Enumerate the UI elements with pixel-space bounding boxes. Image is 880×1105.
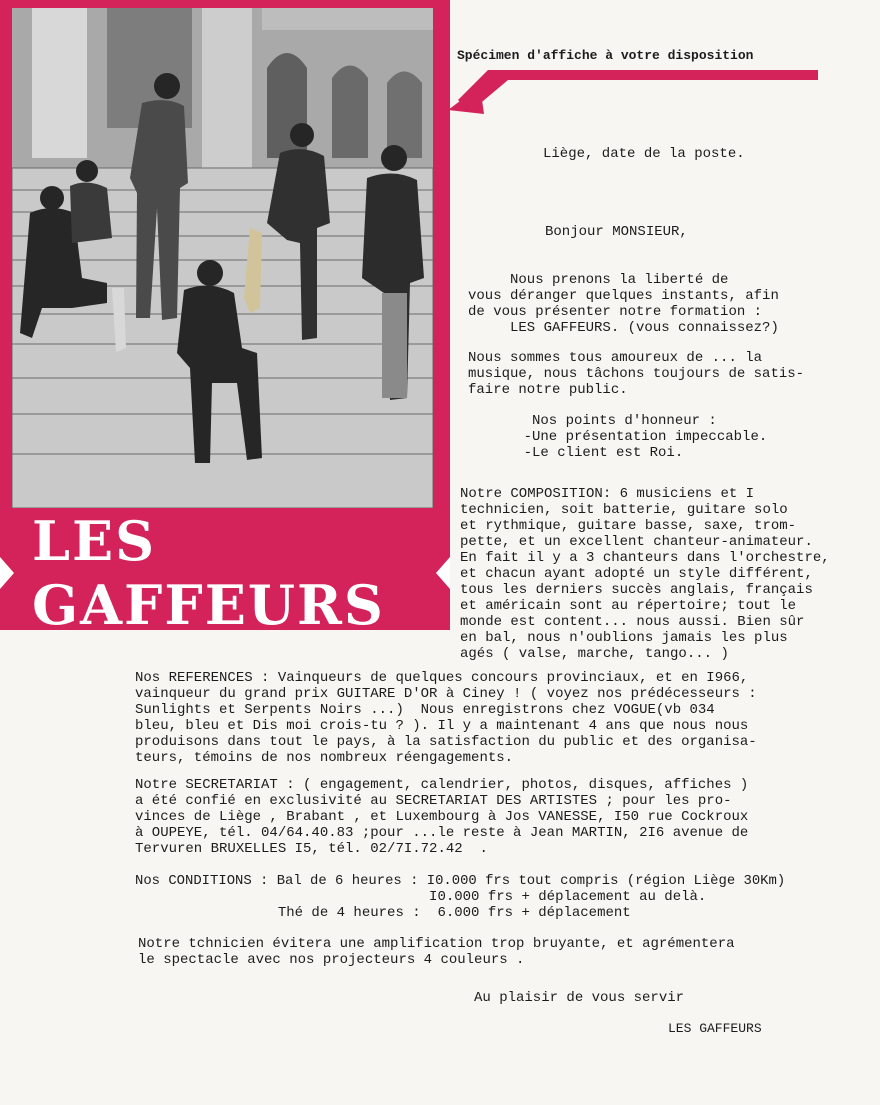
closing-line: Au plaisir de vous servir	[474, 990, 685, 1006]
composition-line: Notre COMPOSITION: 6 musiciens et I	[460, 486, 755, 502]
letter-greeting: Bonjour MONSIEUR,	[545, 224, 688, 240]
composition-line: en bal, nous n'oublions jamais les plus	[460, 630, 788, 646]
references-line: Nos REFERENCES : Vainqueurs de quelques concours provinciaux, et en I966,	[135, 670, 749, 686]
band-name: LES GAFFEURS	[32, 509, 385, 637]
secretariat-line: Tervuren BRUXELLES I5, tél. 02/7I.72.42 .	[135, 841, 488, 857]
honneur-line: Nos points d'honneur :	[490, 413, 717, 429]
composition-line: et américain sont au répertoire; tout le	[460, 598, 797, 614]
triangle-left-icon	[436, 557, 450, 589]
references-line: teurs, témoins de nos nombreux réengagements.	[135, 750, 514, 766]
band-photo	[12, 8, 433, 508]
music-line: Nous sommes tous amoureux de ... la	[468, 350, 763, 366]
band-photo-image	[12, 8, 433, 508]
band-title-banner	[0, 509, 450, 637]
references-line: Sunlights et Serpents Noirs ...) Nous enregistrons chez VOGUE(vb 034	[135, 702, 715, 718]
music-line: faire notre public.	[468, 382, 628, 398]
composition-line: tous les derniers succès anglais, français	[460, 582, 813, 598]
honneur-line: -Le client est Roi.	[490, 445, 684, 461]
composition-line: et chacun ayant adopté un style différent,	[460, 566, 813, 582]
composition-line: monde est content... nous aussi. Bien sûr	[460, 614, 805, 630]
specimen-callout: Spécimen d'affiche à votre disposition	[457, 48, 754, 63]
triangle-right-icon	[0, 557, 14, 589]
composition-line: et rythmique, guitare basse, saxe, trom-	[460, 518, 797, 534]
composition-line: pette, et un excellent chanteur-animateur.	[460, 534, 813, 550]
secretariat-line: à OUPEYE, tél. 04/64.40.83 ;pour ...le reste à Jean MARTIN, 2I6 avenue de	[135, 825, 749, 841]
technicien-line: le spectacle avec nos projecteurs 4 couleurs .	[138, 952, 525, 968]
references-line: produisons dans tout le pays, à la satisfaction du public et des organisa-	[135, 734, 757, 750]
composition-line: technicien, soit batterie, guitare solo	[460, 502, 788, 518]
secretariat-line: vinces de Liège , Brabant , et Luxembourg à Jos VANESSE, I50 rue Cockroux	[135, 809, 749, 825]
intro-line: de vous présenter notre formation :	[468, 304, 763, 320]
letter-date: Liège, date de la poste.	[543, 146, 745, 162]
secretariat-line: a été confié en exclusivité au SECRETARIAT DES ARTISTES ; pour les pro-	[135, 793, 732, 809]
music-line: musique, nous tâchons toujours de satis-	[468, 366, 805, 382]
conditions-line: Nos CONDITIONS : Bal de 6 heures : I0.000 frs tout compris (région Liège 30Km)	[135, 873, 786, 889]
intro-line: LES GAFFEURS. (vous connaissez?)	[468, 320, 779, 336]
honneur-line: -Une présentation impeccable.	[490, 429, 768, 445]
technicien-line: Notre tchnicien évitera une amplification trop bruyante, et agrémentera	[138, 936, 735, 952]
references-line: vainqueur du grand prix GUITARE D'OR à Ciney ! ( voyez nos prédécesseurs :	[135, 686, 757, 702]
conditions-line: Thé de 4 heures : 6.000 frs + déplacement	[135, 905, 631, 921]
intro-line: vous déranger quelques instants, afin	[468, 288, 779, 304]
references-line: bleu, bleu et Dis moi crois-tu ? ). Il y a maintenant 4 ans que nous nous	[135, 718, 749, 734]
arrow-icon	[440, 60, 830, 116]
composition-line: En fait il y a 3 chanteurs dans l'orchestre,	[460, 550, 830, 566]
composition-line: agés ( valse, marche, tango... )	[460, 646, 729, 662]
conditions-line: I0.000 frs + déplacement au delà.	[135, 889, 707, 905]
band-poster	[0, 0, 450, 637]
secretariat-line: Notre SECRETARIAT : ( engagement, calendrier, photos, disques, affiches )	[135, 777, 749, 793]
signature: LES GAFFEURS	[668, 1021, 762, 1036]
intro-line: Nous prenons la liberté de	[468, 272, 729, 288]
